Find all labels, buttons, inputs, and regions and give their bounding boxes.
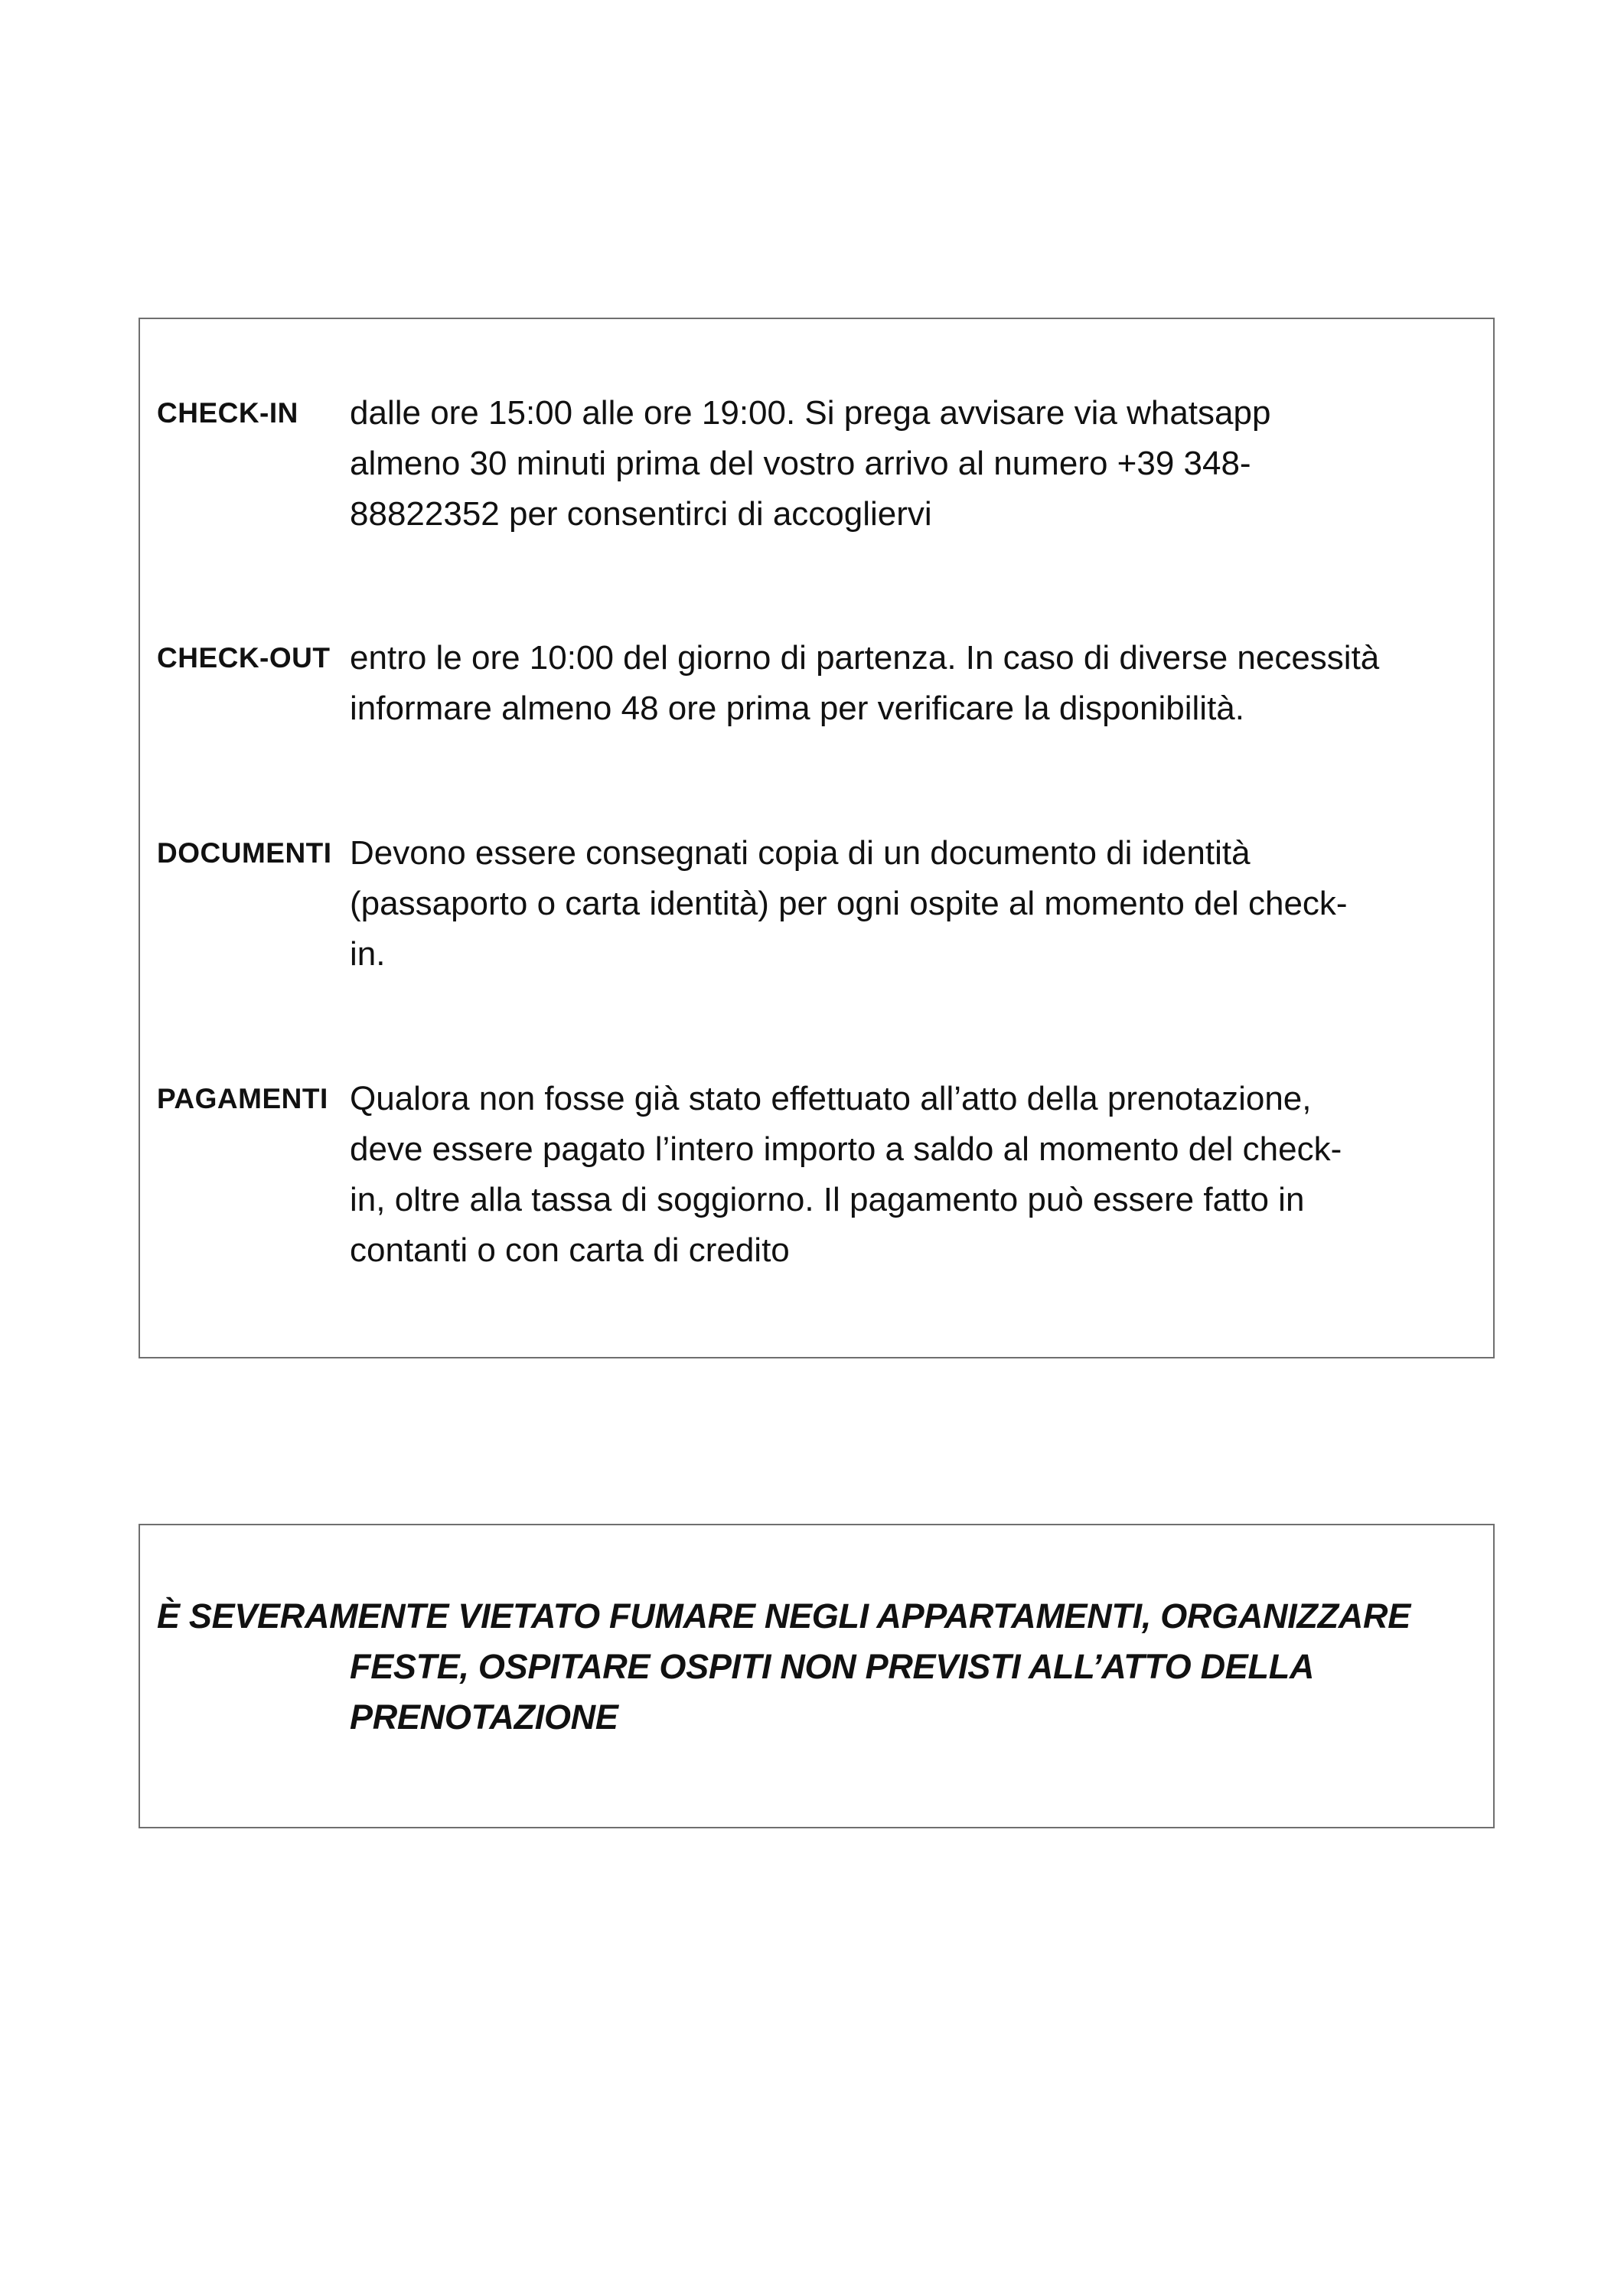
- rule-text-line: in.: [350, 935, 386, 973]
- notice-line: FESTE, OSPITARE OSPITI NON PREVISTI ALL’ATTO DELLA: [350, 1647, 1315, 1686]
- prohibition-notice-box: [139, 1524, 1495, 1828]
- rule-text-line: entro le ore 10:00 del giorno di partenza. In caso di diverse necessità: [350, 639, 1380, 677]
- rule-label-documenti: DOCUMENTI: [157, 837, 332, 869]
- rule-text-line: (passaporto o carta identità) per ogni ospite al momento del check-: [350, 885, 1348, 922]
- rule-text-line: Devono essere consegnati copia di un documento di identità: [350, 834, 1251, 872]
- rule-label-check-out: CHECK-OUT: [157, 642, 331, 673]
- rule-text-line: deve essere pagato l’intero importo a saldo al momento del check-: [350, 1130, 1342, 1168]
- rule-text-line: dalle ore 15:00 alle ore 19:00. Si prega avvisare via whatsapp: [350, 394, 1271, 432]
- rule-label-check-in: CHECK-IN: [157, 397, 298, 429]
- rule-text-line: Qualora non fosse già stato effettuato all’atto della prenotazione,: [350, 1080, 1312, 1117]
- prohibition-notice: [157, 1591, 1481, 1743]
- rule-text-line: informare almeno 48 ore prima per verificare la disponibilità.: [350, 690, 1244, 727]
- rule-text-check-out: [350, 633, 1482, 734]
- notice-line: PRENOTAZIONE: [350, 1698, 618, 1737]
- rule-text-line: 88822352 per consentirci di accogliervi: [350, 495, 932, 533]
- rule-label-pagamenti: PAGAMENTI: [157, 1083, 328, 1114]
- notice-line: È SEVERAMENTE VIETATO FUMARE NEGLI APPARTAMENTI, ORGANIZZARE: [157, 1596, 1410, 1636]
- rule-text-documenti: [350, 828, 1482, 980]
- rule-text-line: almeno 30 minuti prima del vostro arrivo al numero +39 348-: [350, 445, 1251, 482]
- rule-text-line: contanti o con carta di credito: [350, 1231, 790, 1269]
- rule-text-line: in, oltre alla tassa di soggiorno. Il pagamento può essere fatto in: [350, 1181, 1305, 1218]
- rule-text-pagamenti: [350, 1074, 1482, 1276]
- rule-text-check-in: [350, 388, 1482, 540]
- house-rules-box: [139, 318, 1495, 1358]
